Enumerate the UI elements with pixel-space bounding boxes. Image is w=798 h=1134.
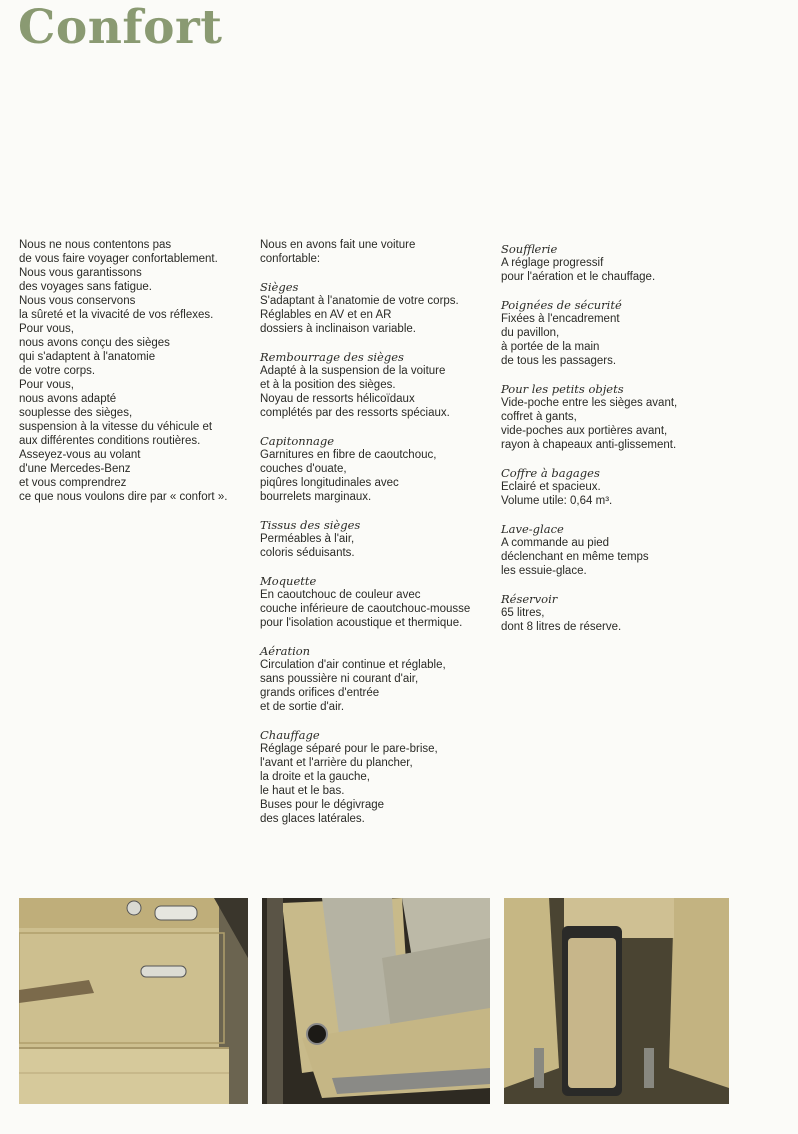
col2-intro: [260, 238, 490, 266]
section-line: bourrelets marginaux.: [260, 491, 372, 503]
feature-section: [260, 518, 490, 560]
feature-section: [501, 522, 741, 578]
feature-section: [260, 728, 490, 826]
section-line: En caoutchouc de couleur avec: [260, 589, 421, 601]
feature-section: [260, 434, 490, 504]
section-heading: Sièges: [260, 280, 299, 294]
feature-section: [501, 382, 741, 452]
section-line: rayon à chapeaux anti-glissement.: [501, 439, 677, 451]
section-line: couches d'ouate,: [260, 463, 347, 475]
section-heading: Moquette: [260, 574, 317, 588]
section-heading: Aération: [260, 644, 311, 658]
section-line: complétés par des ressorts spéciaux.: [260, 407, 450, 419]
section-heading: Poignées de sécurité: [501, 298, 622, 312]
intro-line: nous avons adapté: [19, 393, 117, 405]
section-line: A commande au pied: [501, 537, 610, 549]
intro-line: et vous comprendrez: [19, 477, 127, 489]
feature-section: [260, 350, 490, 420]
intro-line: de votre corps.: [19, 365, 96, 377]
section-line: grands orifices d'entrée: [260, 687, 380, 699]
section-line: Noyau de ressorts hélicoïdaux: [260, 393, 415, 405]
section-line: Fixées à l'encadrement: [501, 313, 620, 325]
section-line: vide-poches aux portières avant,: [501, 425, 668, 437]
section-line: de tous les passagers.: [501, 355, 617, 367]
section-line: à portée de la main: [501, 341, 600, 353]
col2-intro-line: confortable:: [260, 253, 321, 265]
section-heading: Rembourrage des sièges: [260, 350, 404, 364]
section-heading: Réservoir: [501, 592, 558, 606]
section-line: Vide-poche entre les sièges avant,: [501, 397, 678, 409]
feature-section: [260, 644, 490, 714]
intro-line: ce que nous voulons dire par « confort ».: [19, 491, 228, 503]
intro-line: qui s'adaptent à l'anatomie: [19, 351, 156, 363]
section-heading: Tissus des sièges: [260, 518, 361, 532]
section-line: des glaces latérales.: [260, 813, 365, 825]
section-heading: Coffre à bagages: [501, 466, 600, 480]
section-line: Perméables à l'air,: [260, 533, 355, 545]
section-line: coloris séduisants.: [260, 547, 355, 559]
section-line: dont 8 litres de réserve.: [501, 621, 622, 633]
page-title: Confort: [18, 0, 223, 55]
section-line: S'adaptant à l'anatomie de votre corps.: [260, 295, 459, 307]
feature-section: [501, 298, 741, 368]
section-line: Eclairé et spacieux.: [501, 481, 601, 493]
intro-line: Pour vous,: [19, 323, 74, 335]
section-line: pour l'isolation acoustique et thermique.: [260, 617, 463, 629]
section-line: la droite et la gauche,: [260, 771, 370, 783]
section-line: l'avant et l'arrière du plancher,: [260, 757, 413, 769]
section-line: Circulation d'air continue et réglable,: [260, 659, 446, 671]
section-line: 65 litres,: [501, 607, 545, 619]
seats-photo: [262, 898, 490, 1104]
section-line: sans poussière ni courant d'air,: [260, 673, 419, 685]
section-heading: Chauffage: [260, 728, 320, 742]
section-line: A réglage progressif: [501, 257, 604, 269]
features-column-2: [260, 238, 490, 840]
intro-line: nous avons conçu des sièges: [19, 337, 170, 349]
intro-line: souplesse des sièges,: [19, 407, 133, 419]
section-line: Buses pour le dégivrage: [260, 799, 385, 811]
intro-line: Asseyez-vous au volant: [19, 449, 141, 461]
section-line: du pavillon,: [501, 327, 560, 339]
section-line: Réglage séparé pour le pare-brise,: [260, 743, 438, 755]
section-heading: Capitonnage: [260, 434, 335, 448]
section-line: piqûres longitudinales avec: [260, 477, 399, 489]
section-line: Adapté à la suspension de la voiture: [260, 365, 446, 377]
section-heading: Lave-glace: [501, 522, 564, 536]
intro-line: la sûreté et la vivacité de vos réflexes.: [19, 309, 214, 321]
intro-line: de vous faire voyager confortablement.: [19, 253, 218, 265]
door-panel-photo: [19, 898, 248, 1104]
section-line: et de sortie d'air.: [260, 701, 345, 713]
console-photo: [504, 898, 729, 1104]
section-line: Réglables en AV et en AR: [260, 309, 392, 321]
section-line: et à la position des sièges.: [260, 379, 396, 391]
intro-line: d'une Mercedes-Benz: [19, 463, 131, 475]
intro-line: aux différentes conditions routières.: [19, 435, 201, 447]
section-line: les essuie-glace.: [501, 565, 587, 577]
intro-line: suspension à la vitesse du véhicule et: [19, 421, 213, 433]
section-line: couche inférieure de caoutchouc-mousse: [260, 603, 471, 615]
intro-line: Nous vous conservons: [19, 295, 136, 307]
features-column-3: [501, 242, 741, 648]
intro-line: Nous ne nous contentons pas: [19, 239, 172, 251]
section-line: coffret à gants,: [501, 411, 577, 423]
intro-column: [19, 238, 244, 504]
section-line: Garnitures en fibre de caoutchouc,: [260, 449, 437, 461]
feature-section: [501, 242, 741, 284]
section-line: déclenchant en même temps: [501, 551, 649, 563]
section-line: le haut et le bas.: [260, 785, 345, 797]
intro-line: Pour vous,: [19, 379, 74, 391]
section-line: Volume utile: 0,64 m³.: [501, 495, 613, 507]
intro-line: Nous vous garantissons: [19, 267, 142, 279]
feature-section: [501, 466, 741, 508]
section-heading: Pour les petits objets: [501, 382, 624, 396]
section-line: pour l'aération et le chauffage.: [501, 271, 656, 283]
feature-section: [260, 574, 490, 630]
feature-section: [501, 592, 741, 634]
col2-intro-line: Nous en avons fait une voiture: [260, 239, 416, 251]
section-line: dossiers à inclinaison variable.: [260, 323, 416, 335]
section-heading: Soufflerie: [501, 242, 558, 256]
intro-line: des voyages sans fatigue.: [19, 281, 152, 293]
feature-section: [260, 280, 490, 336]
